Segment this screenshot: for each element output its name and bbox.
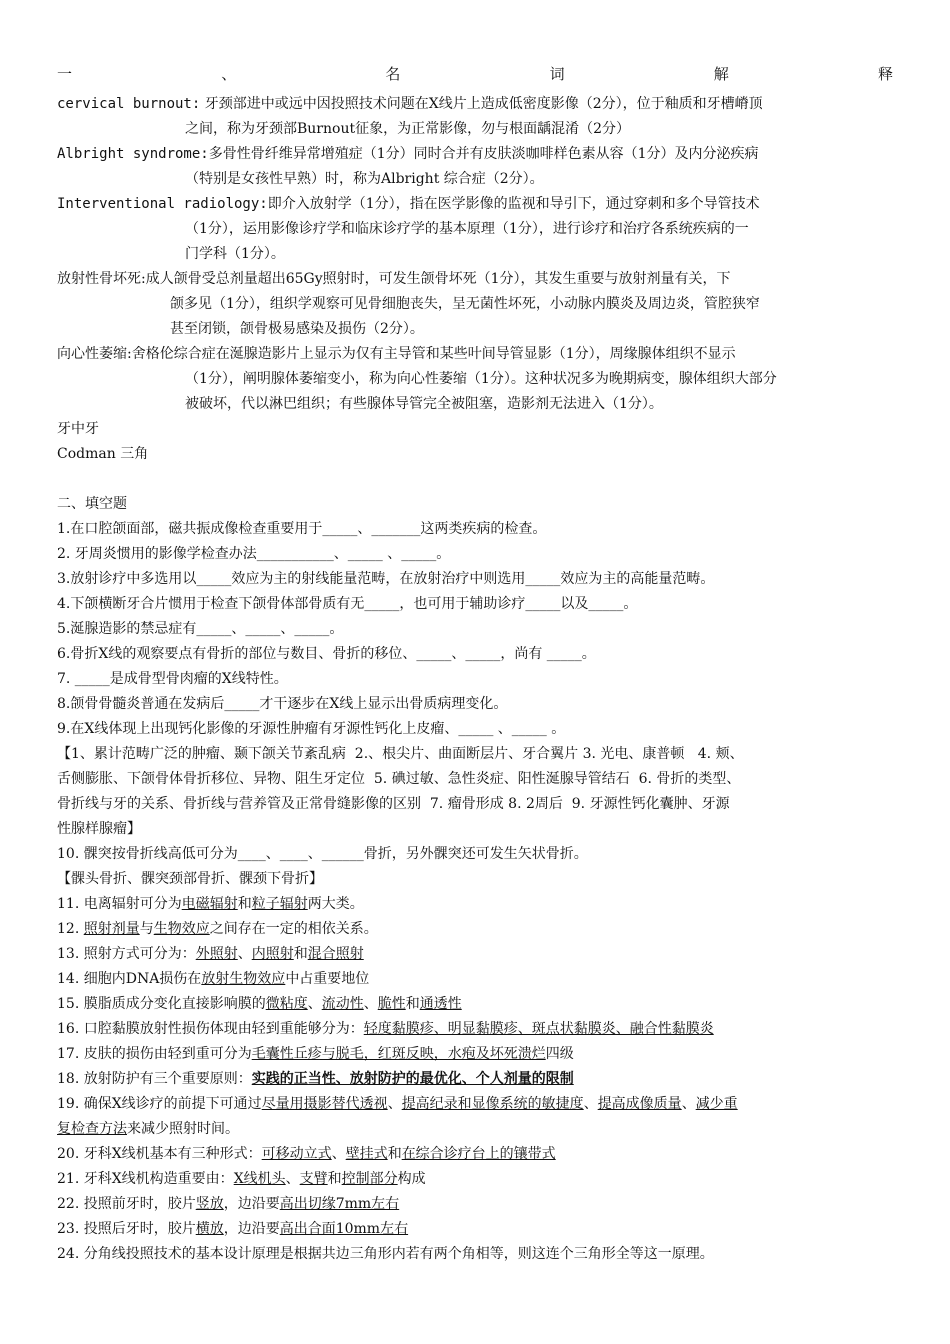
definition-term: Interventional radiology: <box>57 196 268 212</box>
underlined-answer: 提高纪录和显像系统的敏捷度 <box>401 1096 584 1112</box>
item-text: 和 <box>387 1146 402 1162</box>
term-line: 牙中牙 <box>57 421 99 437</box>
underlined-answer: 实践的正当性、放射防护的最优化、个人剂量的限制 <box>251 1071 574 1087</box>
title-char: 解 <box>713 65 729 83</box>
fill-question: 3.放射诊疗中多选用以_____效应为主的射线能量范畴，在放射治疗中则选用_____效应为主的高能量范畴。 <box>57 571 715 587</box>
underlined-answer: 通透性 <box>419 996 462 1012</box>
item-text: 和 <box>293 946 308 962</box>
underlined-answer: 支臂 <box>299 1171 328 1187</box>
definition-term: 向心性萎缩: <box>57 346 132 362</box>
title-char: 、 <box>221 65 237 83</box>
item-text: 13. 照射方式可分为： <box>57 946 196 962</box>
answered-item <box>57 1067 893 1092</box>
answered-item <box>57 967 893 992</box>
fill-question: 9.在X线体现上出现钙化影像的牙源性肿瘤有牙源性钙化上皮瘤、_____ 、_____ 。 <box>57 721 566 737</box>
answered-item <box>57 1167 893 1192</box>
item-text: 17. 皮肤的损伤由轻到重可分为 <box>57 1046 252 1062</box>
item-text: 和 <box>405 996 420 1012</box>
answers-line: 舌侧膨胀、下颌骨体骨折移位、异物、阻生牙定位 5. 碘过敏、急性炎症、阳性涎腺导管结石 6. 骨折的类型、 <box>57 771 741 787</box>
item-text: 与 <box>139 921 154 937</box>
definition-continuation: 门学科（1分）。 <box>185 246 285 262</box>
item-text: 、 <box>237 946 252 962</box>
underlined-answer: 高出切缘7mm左右 <box>279 1196 400 1212</box>
item-text: 21. 牙科X线机构造重要由： <box>57 1171 234 1187</box>
title-char: 一 <box>57 65 73 83</box>
underlined-answer: 控制部分 <box>341 1171 398 1187</box>
definition-continuation: 甚至闭锁，颌骨极易感染及损伤（2分）。 <box>170 321 424 337</box>
underlined-answer: 尽量用摄影替代透视 <box>261 1096 388 1112</box>
definition-continuation: 颌多见（1分），组织学观察可见骨细胞丧失，呈无菌性坏死，小动脉内膜炎及周边炎，管腔狭窄 <box>170 296 760 312</box>
item-text: ，边沿要 <box>223 1221 280 1237</box>
answered-item <box>57 1092 893 1117</box>
answers-line: 【1、累计范畴广泛的肿瘤、颞下颌关节紊乱病 2.、根尖片、曲面断层片、牙合翼片 3. 光电、康普顿 4. 颊、 <box>57 746 744 762</box>
underlined-answer: 横放 <box>195 1221 224 1237</box>
answered-item <box>57 1217 893 1242</box>
underlined-answer: 生物效应 <box>153 921 210 937</box>
fill-questions <box>57 517 893 742</box>
underlined-answer: 微粘度 <box>265 996 308 1012</box>
underlined-answer: 脆性 <box>377 996 406 1012</box>
definition-text: 舍格伦综合症在涎腺造影片上显示为仅有主导管和某些叶间导管显影（1分），周缘腺体组织不显示 <box>131 346 736 362</box>
answered-item <box>57 992 893 1017</box>
question-10: 10. 髁突按骨折线高低可分为____、____、______骨折，另外髁突还可发生矢状骨折。 <box>57 846 588 862</box>
underlined-answer: 放射生物效应 <box>201 971 286 987</box>
definition-term: 放射性骨坏死: <box>57 271 146 287</box>
item-text: 、 <box>387 1096 402 1112</box>
underlined-answer: 可移动立式 <box>261 1146 332 1162</box>
underlined-answer: 外照射 <box>195 946 238 962</box>
section2-title: 二、填空题 <box>57 496 127 512</box>
underlined-answer: 混合照射 <box>307 946 364 962</box>
definition-item <box>57 342 893 417</box>
answered-item <box>57 1142 893 1167</box>
terms-only-list <box>57 417 893 467</box>
item-text: 15. 膜脂质成分变化直接影响膜的 <box>57 996 266 1012</box>
underlined-answer: 高出合面10mm左右 <box>279 1221 409 1237</box>
fill-question: 7. _____是成骨型骨肉瘤的X线特性。 <box>57 671 288 687</box>
underlined-answer: X线机头 <box>233 1171 286 1187</box>
definition-text: 牙颈部进中或远中因投照技术问题在X线片上造成低密度影像（2分），位于釉质和牙槽嵴顶 <box>200 96 763 112</box>
answers-block <box>57 742 893 842</box>
blank-line <box>57 467 893 492</box>
definition-item <box>57 267 893 342</box>
definition-continuation: 之间，称为牙颈部Burnout征象，为正常影像，勿与根面龋混淆（2分） <box>185 121 630 137</box>
underlined-answer: 提高成像质量 <box>597 1096 682 1112</box>
definition-text: 即介入放射学（1分），指在医学影像的监视和导引下，通过穿刺和多个导管技术 <box>267 196 760 212</box>
definition-term: Albright syndrome: <box>57 146 209 162</box>
term-line: Codman 三角 <box>57 446 149 462</box>
item-text: 12. <box>57 921 84 937</box>
definition-first-line <box>57 142 893 167</box>
item-text: 19. 确保X线诊疗的前提下可通过 <box>57 1096 262 1112</box>
item-text: 、 <box>285 1171 300 1187</box>
item-text: 14. 细胞内DNA损伤在 <box>57 971 202 987</box>
item-text: 20. 牙科X线机基本有三种形式： <box>57 1146 262 1162</box>
item-text: ，边沿要 <box>223 1196 280 1212</box>
item-text: 、 <box>583 1096 598 1112</box>
definition-first-line <box>57 342 893 367</box>
answered-item <box>57 1192 893 1217</box>
item-text: 、 <box>363 996 378 1012</box>
definition-term: cervical burnout: <box>57 96 201 112</box>
definition-text: 成人颌骨受总剂量超出65Gy照射时，可发生颌骨坏死（1分），其发生重要与放射剂量有关，下 <box>145 271 731 287</box>
answers-10: 【髁头骨折、髁突颈部骨折、髁颈下骨折】 <box>57 871 323 887</box>
document-page <box>57 62 893 1267</box>
answers-line: 骨折线与牙的关系、骨折线与营养管及正常骨缝影像的区别 7. 瘤骨形成 8. 2周后 9. 牙源性钙化囊肿、牙源 <box>57 796 730 812</box>
underlined-answer: 流动性 <box>321 996 364 1012</box>
item-text: 24. 分角线投照技术的基本设计原理是根据共边三角形内若有两个角相等，则这连个三角形全等这一原理。 <box>57 1246 714 1262</box>
underlined-answer: 在综合诊疗台上的镶带式 <box>401 1146 556 1162</box>
underlined-answer: 电磁辐射 <box>181 896 238 912</box>
item-text: 中占重要地位 <box>285 971 370 987</box>
item-text: 22. 投照前牙时，胶片 <box>57 1196 196 1212</box>
answered-item <box>57 1042 893 1067</box>
title-char: 词 <box>549 65 565 83</box>
item-text: 23. 投照后牙时，胶片 <box>57 1221 196 1237</box>
item-text: 18. 放射防护有三个重要原则： <box>57 1071 252 1087</box>
item-text: 、 <box>331 1146 346 1162</box>
item-text: 、 <box>307 996 322 1012</box>
item-text: 来减少照射时间。 <box>127 1121 239 1137</box>
underlined-answer: 轻度黏膜疹、明显黏膜疹、斑点状黏膜炎、融合性黏膜炎 <box>363 1021 714 1037</box>
definition-continuation: 被破坏，代以淋巴组织；有些腺体导管完全被阻塞，造影剂无法进入（1分）。 <box>185 396 663 412</box>
item-text: 和 <box>237 896 252 912</box>
fill-question: 8.颌骨骨髓炎普通在发病后_____才干逐步在X线上显示出骨质病理变化。 <box>57 696 508 712</box>
item-text: 两大类。 <box>307 896 364 912</box>
fill-question: 5.涎腺造影的禁忌症有_____、_____、_____。 <box>57 621 344 637</box>
underlined-answer: 竖放 <box>195 1196 224 1212</box>
item-text: 11. 电离辐射可分为 <box>57 896 182 912</box>
item-text: 、 <box>681 1096 696 1112</box>
definition-continuation: （特别是女孩性早熟）时，称为Albright 综合症（2分）。 <box>185 171 544 187</box>
definition-continuation: （1分），阐明腺体萎缩变小，称为向心性萎缩（1分）。这种状况多为晚期病变，腺体组织大部分 <box>185 371 777 387</box>
answered-item <box>57 1017 893 1042</box>
section1-title <box>57 62 893 88</box>
fill-question: 2. 牙周炎惯用的影像学检查办法___________、_____ 、_____。 <box>57 546 451 562</box>
definitions-section <box>57 92 893 417</box>
fill-question: 1.在口腔颌面部，磁共振成像检查重要用于_____、_______这两类疾病的检查。 <box>57 521 547 537</box>
definition-item <box>57 142 893 192</box>
underlined-answer: 复检查方法 <box>57 1121 127 1137</box>
definition-item <box>57 92 893 142</box>
underlined-answer: 壁挂式 <box>345 1146 388 1162</box>
answered-item <box>57 1242 893 1267</box>
underlined-answer: 毛囊性丘疹与脱毛，红斑反映，水疱及坏死溃烂 <box>251 1046 546 1062</box>
underlined-answer: 照射剂量 <box>83 921 140 937</box>
item-text: 构成 <box>397 1171 426 1187</box>
item-text: 四级 <box>545 1046 574 1062</box>
definition-item <box>57 192 893 267</box>
underlined-answer: 粒子辐射 <box>251 896 308 912</box>
answered-items <box>57 892 893 1267</box>
definition-text: 多骨性骨纤维异常增殖症（1分）同时合并有皮肤淡咖啡样色素从容（1分）及内分泌疾病 <box>208 146 759 162</box>
title-char: 释 <box>877 65 893 83</box>
fill-question: 6.骨折X线的观察要点有骨折的部位与数目、骨折的移位、_____、_____，尚有 _____。 <box>57 646 596 662</box>
underlined-answer: 内照射 <box>251 946 294 962</box>
item-text: 16. 口腔黏膜放射性损伤体现由轻到重能够分为： <box>57 1021 364 1037</box>
answered-item <box>57 892 893 917</box>
item-text: 之间存在一定的相依关系。 <box>209 921 378 937</box>
answered-item <box>57 1117 893 1142</box>
item-text: 和 <box>327 1171 342 1187</box>
underlined-answer: 减少重 <box>695 1096 738 1112</box>
title-char: 名 <box>385 65 401 83</box>
fill-question: 4.下颌横断牙合片惯用于检查下颌骨体部骨质有无_____，也可用于辅助诊疗_____以及_____。 <box>57 596 638 612</box>
definition-first-line <box>57 92 893 117</box>
definition-continuation: （1分），运用影像诊疗学和临床诊疗学的基本原理（1分），进行诊疗和治疗各系统疾病的一 <box>185 221 749 237</box>
answers-line: 性腺样腺瘤】 <box>57 821 141 837</box>
answered-item <box>57 942 893 967</box>
definition-first-line <box>57 267 893 292</box>
answered-item <box>57 917 893 942</box>
definition-first-line <box>57 192 893 217</box>
